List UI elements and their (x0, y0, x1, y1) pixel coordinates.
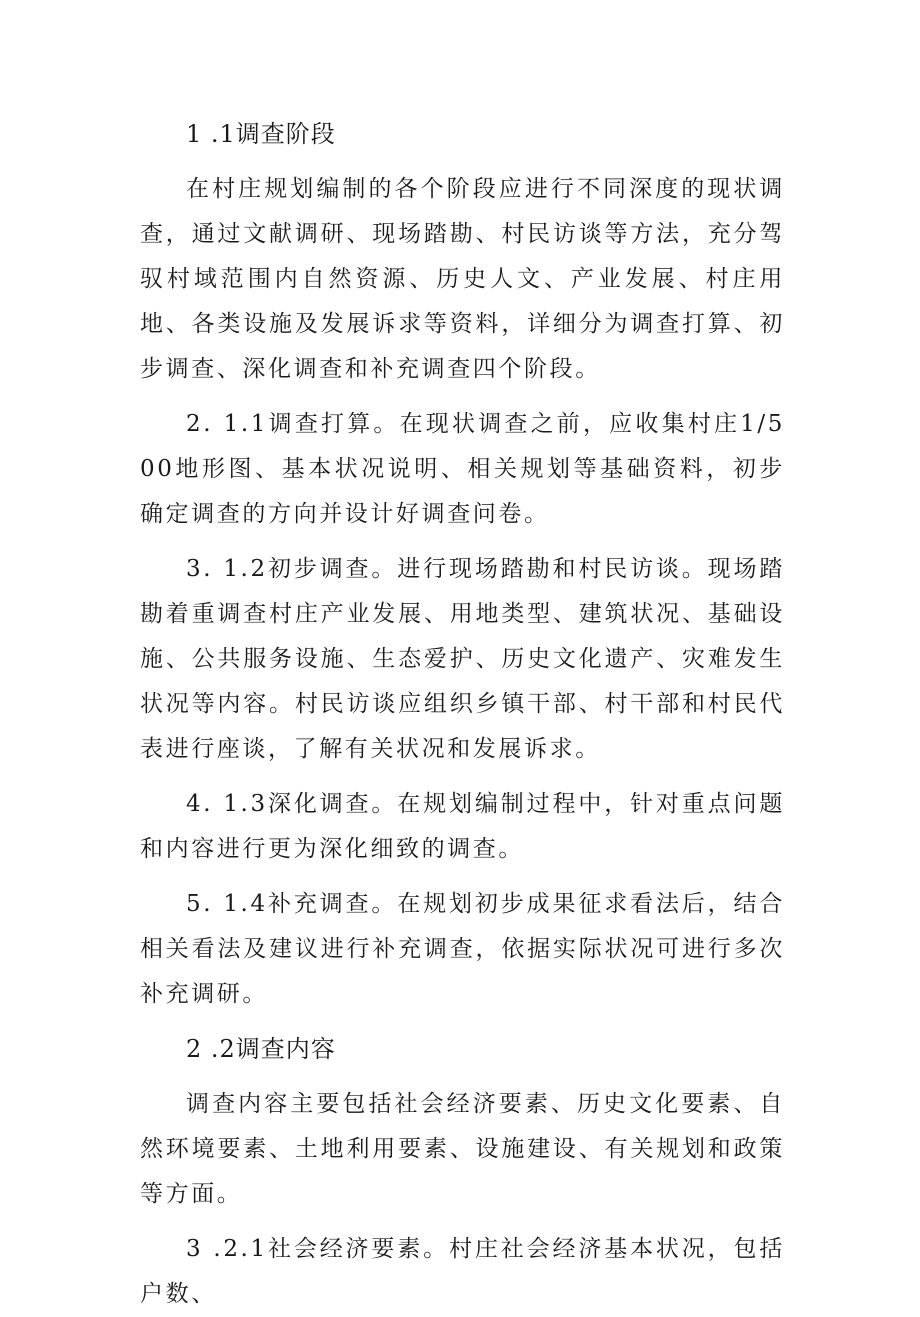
paragraph-deepened-survey: 4. 1.3深化调查。在规划编制过程中，针对重点问题和内容进行更为深化细致的调查。 (140, 791, 785, 862)
paragraph-survey-stages: 在村庄规划编制的各个阶段应进行不同深度的现状调查，通过文献调研、现场踏勘、村民访谈等方法，充分驾驭村域范围内自然资源、历史人文、产业发展、村庄用地、各类设施及发展诉求等资料，详细分为调查打算、初步调查、深化调查和补充调查四个阶段。 (140, 176, 785, 382)
section-heading-1-1: 1 .1调查阶段 (186, 120, 336, 148)
document-body (140, 112, 785, 1317)
paragraph-survey-preparation: 2. 1.1调查打算。在现状调查之前，应收集村庄1/500地形图、基本状况说明、相关规划等基础资料，初步确定调查的方向并设计好调查问卷。 (140, 411, 785, 527)
paragraph-socioeconomic-elements: 3 .2.1社会经济要素。村庄社会经济基本状况，包括户数、 (140, 1236, 785, 1307)
paragraph-initial-survey: 3. 1.2初步调查。进行现场踏勘和村民访谈。现场踏勘着重调查村庄产业发展、用地类型、建筑状况、基础设施、公共服务设施、生态爱护、历史文化遗产、灾难发生状况等内容。村民访谈应组织乡镇干部、村干部和村民代表进行座谈，了解有关状况和发展诉求。 (140, 556, 785, 762)
paragraph-survey-content: 调查内容主要包括社会经济要素、历史文化要素、自然环境要素、土地利用要素、设施建设、有关规划和政策等方面。 (140, 1091, 785, 1207)
section-heading-2-2: 2 .2调查内容 (186, 1035, 336, 1063)
paragraph-supplementary-survey: 5. 1.4补充调查。在规划初步成果征求看法后，结合相关看法及建议进行补充调查，依据实际状况可进行多次补充调研。 (140, 891, 785, 1007)
